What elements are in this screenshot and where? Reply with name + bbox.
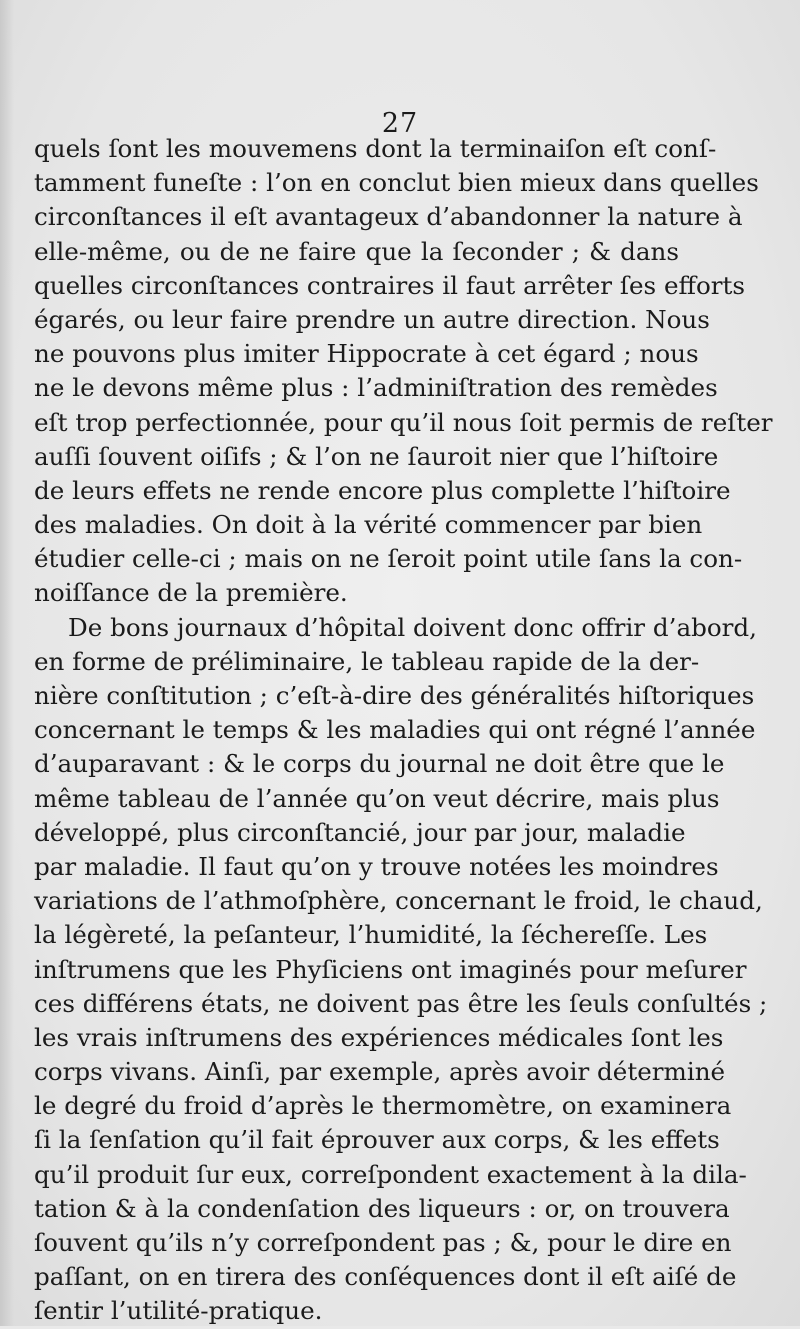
text-line: tation & à la condenſation des liqueurs : or, on trouvera bbox=[34, 1193, 730, 1223]
paragraph bbox=[34, 611, 768, 1329]
paragraph bbox=[34, 132, 773, 611]
text-line: développé, plus circonſtancié, jour par jour, maladie bbox=[34, 817, 686, 847]
text-line: égarés, ou leur faire prendre un autre direction. Nous bbox=[34, 304, 710, 334]
text-line: corps vivans. Ainſi, par exemple, après avoir déterminé bbox=[34, 1057, 726, 1087]
text-line: le degré du froid d’après le thermomètre, on examinera bbox=[34, 1091, 732, 1121]
text-line: noiſſance de la première. bbox=[34, 578, 348, 608]
text-line: la légèreté, la peſanteur, l’humidité, la ſéchereſſe. Les bbox=[34, 920, 708, 950]
text-line: qu’il produit ſur eux, correſpondent exactement à la dila- bbox=[34, 1159, 747, 1189]
text-line: en forme de préliminaire, le tableau rapide de la der- bbox=[34, 646, 700, 676]
text-line: paſſant, on en tirera des conſéquences dont il eſt aiſé de bbox=[34, 1262, 737, 1292]
text-line: ſi la ſenſation qu’il fait éprouver aux corps, & les effets bbox=[34, 1125, 720, 1155]
text-line: d’auparavant : & le corps du journal ne doit être que le bbox=[34, 749, 725, 779]
text-line: variations de l’athmoſphère, concernant le froid, le chaud, bbox=[34, 886, 763, 916]
text-line: de leurs effets ne rende encore plus complette l’hiſtoire bbox=[34, 475, 731, 505]
text-line: étudier celle-ci ; mais on ne ſeroit point utile ſans la con- bbox=[34, 544, 743, 574]
text-line: quels ſont les mouvemens dont la terminaiſon eſt conſ- bbox=[34, 134, 717, 163]
text-line: ne le devons même plus : l’adminiſtration des remèdes bbox=[34, 373, 718, 403]
text-line: même tableau de l’année qu’on veut décrire, mais plus bbox=[34, 783, 720, 813]
text-line: eſt trop perfectionnée, pour qu’il nous ſoit permis de reſter bbox=[34, 407, 773, 437]
text-line: De bons journaux d’hôpital doivent donc offrir d’abord, bbox=[68, 612, 757, 642]
text-line: auſſi ſouvent oiſifs ; & l’on ne ſauroit nier que l’hiſtoire bbox=[34, 441, 719, 471]
page-number: 27 bbox=[381, 108, 419, 139]
text-line: par maladie. Il faut qu’on y trouve notées les moindres bbox=[34, 851, 719, 881]
text-line: tamment funeſte : l’on en conclut bien mieux dans quelles bbox=[34, 168, 759, 198]
text-line: ſouvent qu’ils n’y correſpondent pas ; &, pour le dire en bbox=[34, 1228, 732, 1257]
text-line: les vrais inſtrumens des expériences médicales ſont les bbox=[34, 1022, 724, 1052]
text-line: ces différens états, ne doivent pas être les ſeuls conſultés ; bbox=[34, 988, 768, 1018]
text-line: ne pouvons plus imiter Hippocrate à cet égard ; nous bbox=[34, 339, 699, 369]
text-line: inſtrumens que les Phyſiciens ont imaginés pour meſurer bbox=[34, 954, 747, 984]
text-line: quelles circonſtances contraires il faut arrêter ſes efforts bbox=[34, 270, 746, 300]
text-line: des maladies. On doit à la vérité commencer par bien bbox=[34, 510, 703, 540]
text-line: ſentir l’utilité-pratique. bbox=[34, 1296, 323, 1326]
text-line: elle-même, ou de ne faire que la ſeconder ; & dans bbox=[34, 236, 679, 266]
text-line: nière conſtitution ; c’eſt-à-dire des généralités hiſtoriques bbox=[34, 681, 755, 710]
text-line: concernant le temps & les maladies qui ont régné l’année bbox=[34, 715, 756, 745]
page-edge-shadow bbox=[0, 0, 14, 1326]
text-line: circonſtances il eſt avantageux d’abandonner la nature à bbox=[34, 202, 743, 232]
body-text bbox=[34, 132, 773, 1329]
